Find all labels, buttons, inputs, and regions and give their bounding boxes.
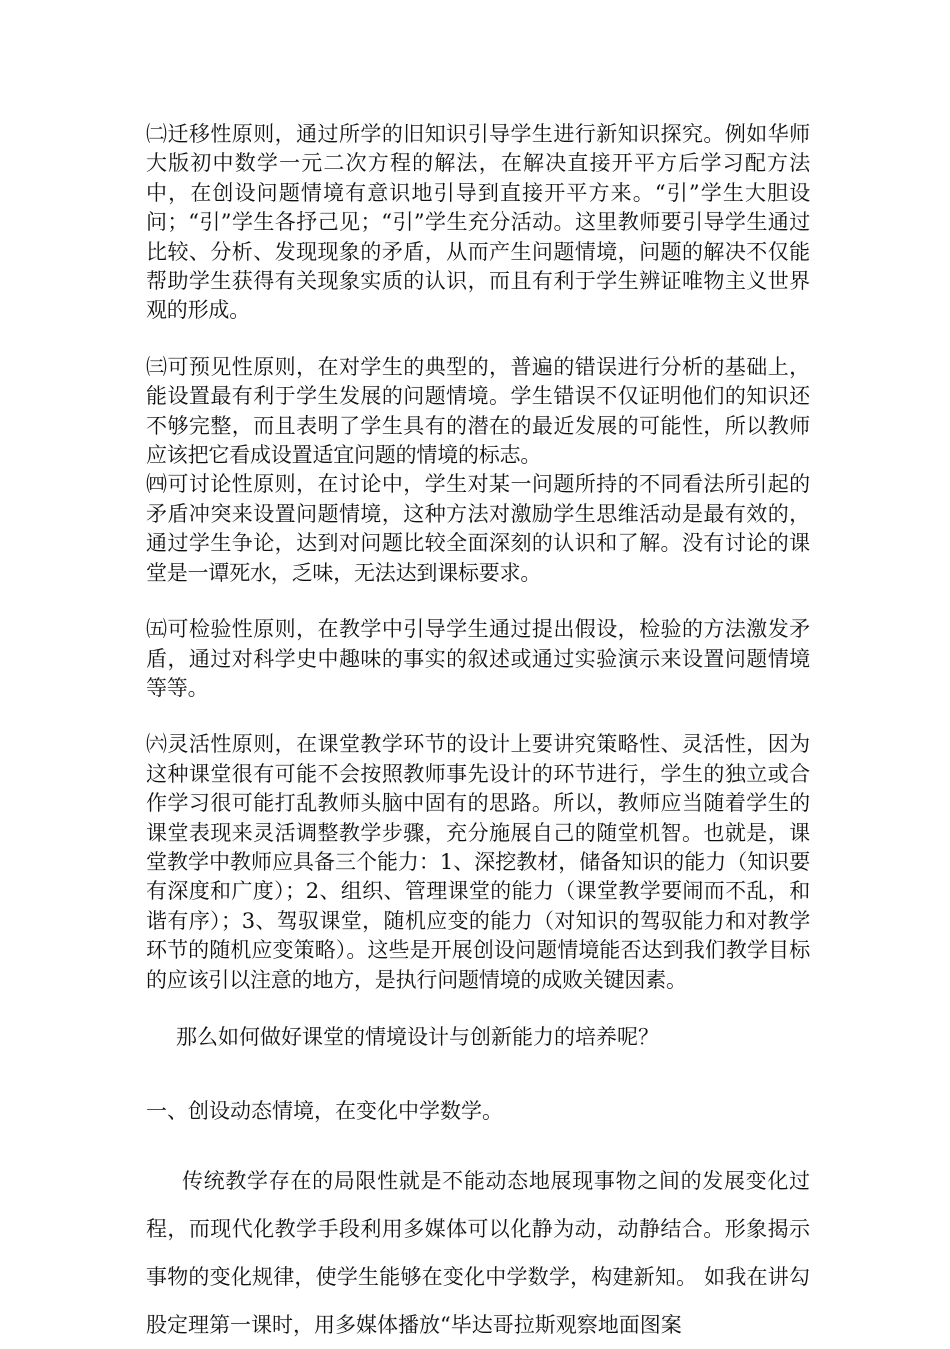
section-question: 那么如何做好课堂的情境设计与创新能力的培养呢？ [176, 1024, 659, 1049]
principle-discussability: ㈣可讨论性原则，在讨论中，学生对某一问题所持的不同看法所引起的矛盾冲突来设置问题情境，这种方法对激励学生思维活动是最有效的，通过学生争论，达到对问题比较全面深刻的认识和了解。没有讨论的课堂是一谭死水，乏味，无法达到课标要求。 [146, 472, 810, 585]
principle-predictability: ㈢可预见性原则，在对学生的典型的，普遍的错误进行分析的基础上，能设置最有利于学生发展的问题情境。学生错误不仅证明他们的知识还不够完整，而且表明了学生具有的潜在的最近发展的可能性，所以教师应该把它看成设置适宜问题的情境的标志。 [146, 354, 810, 468]
body-paragraph: 传统教学存在的局限性就是不能动态地展现事物之间的发展变化过程，而现代化教学手段利用多媒体可以化静为动，动静结合。形象揭示事物的变化规律，使学生能够在变化中学数学，构建新知。 如我在讲勾股定理第一课时，用多媒体播放“毕达哥拉斯观察地面图案 [146, 1168, 810, 1337]
document-page [146, 120, 810, 1349]
section-heading: 一、创设动态情境，在变化中学数学。 [146, 1098, 503, 1123]
principle-flexibility: ㈥灵活性原则，在课堂教学环节的设计上要讲究策略性、灵活性，因为这种课堂很有可能不会按照教师事先设计的环节进行，学生的独立或合作学习很可能打乱教师头脑中固有的思路。所以，教师应当随着学生的课堂表现来灵活调整教学步骤，充分施展自己的随堂机智。也就是，课堂教学中教师应具备三个能力：1、深挖教材，储备知识的能力（知识要有深度和广度）；2、组织、管理课堂的能力（课堂教学要闹而不乱，和谐有序）；3、驾驭课堂，随机应变的能力（对知识的驾驭能力和对教学环节的随机应变策略）。这些是开展创设问题情境能否达到我们教学目标的应该引以注意的地方，是执行问题情境的成败关键因素。 [146, 732, 810, 992]
principle-transfer: ㈡迁移性原则，通过所学的旧知识引导学生进行新知识探究。例如华师大版初中数学一元二次方程的解法，在解决直接开平方后学习配方法中，在创设问题情境有意识地引导到直接开平方来。“引”学生大胆设问；“引”学生各抒己见；“引”学生充分活动。这里教师要引导学生通过比较、分析、发现现象的矛盾，从而产生问题情境，问题的解决不仅能帮助学生获得有关现象实质的认识，而且有利于学生辨证唯物主义世界观的形成。 [146, 122, 810, 323]
principle-verifiability: ㈤可检验性原则，在教学中引导学生通过提出假设，检验的方法激发矛盾，通过对科学史中趣味的事实的叙述或通过实验演示来设置问题情境等等。 [146, 617, 810, 700]
